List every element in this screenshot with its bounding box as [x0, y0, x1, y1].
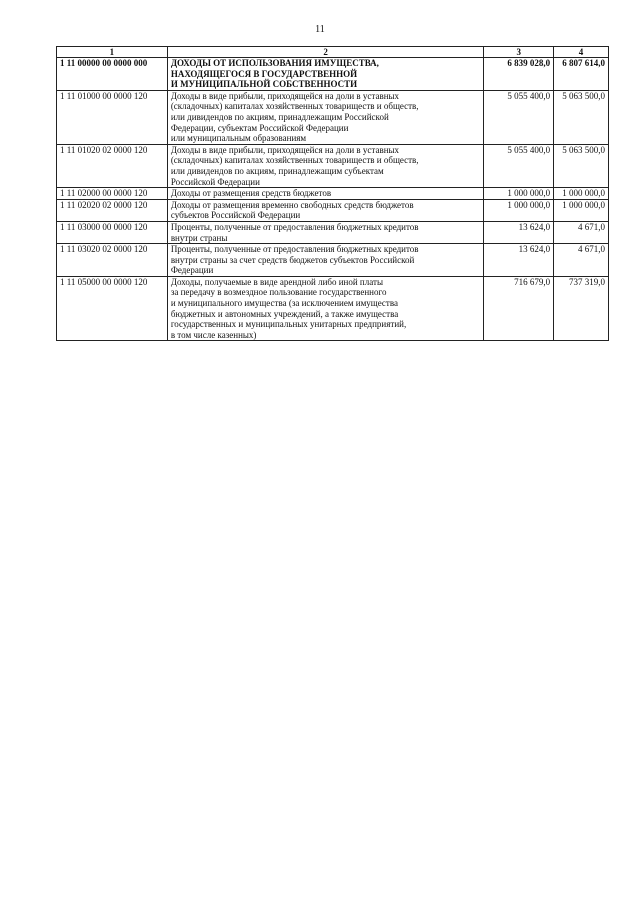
table-row: [57, 90, 609, 144]
row-name-line: за передачу в возмездное пользование государственного: [170, 287, 387, 298]
row-name-line: или дивидендов по акциям, принадлежащим субъектам: [170, 165, 384, 176]
row-name-line: Доходы, получаемые в виде арендной либо иной платы: [170, 276, 383, 287]
table-header-row: [57, 47, 609, 58]
row-value-3: 13 624,0: [484, 221, 554, 243]
row-value-4: 5 063 500,0: [554, 90, 609, 144]
table-row: [57, 188, 609, 200]
row-name-line: (складочных) капиталах хозяйственных товариществ и обществ,: [170, 155, 419, 166]
row-name-line: Проценты, полученные от предоставления бюджетных кредитов: [170, 221, 419, 232]
row-name-line: ДОХОДЫ ОТ ИСПОЛЬЗОВАНИЯ ИМУЩЕСТВА,: [170, 58, 379, 68]
row-name: [167, 58, 484, 91]
row-code: 1 11 05000 00 0000 120: [57, 276, 168, 341]
row-name-line: или муниципальным образованиям: [170, 133, 307, 144]
row-value-3: 5 055 400,0: [484, 90, 554, 144]
row-name: [167, 90, 484, 144]
row-name-line: субъектов Российской Федерации: [170, 210, 301, 221]
column-header-value-4: 4: [554, 47, 609, 58]
row-name-line: Доходы от размещения временно свободных средств бюджетов: [170, 199, 414, 210]
row-value-3: 1 000 000,0: [484, 188, 554, 200]
row-name: [167, 199, 484, 221]
row-code: 1 11 01000 00 0000 120: [57, 90, 168, 144]
row-value-3: 1 000 000,0: [484, 199, 554, 221]
row-name-line: НАХОДЯЩЕГОСЯ В ГОСУДАРСТВЕННОЙ: [170, 68, 358, 79]
table-row: [57, 244, 609, 277]
row-name: [167, 244, 484, 277]
revenue-table: [56, 46, 609, 341]
row-name-line: Доходы в виде прибыли, приходящейся на доли в уставных: [170, 144, 400, 155]
row-name-line: внутри страны за счет средств бюджетов субъектов Российской: [170, 254, 415, 265]
row-name-line: и муниципального имущества (за исключением имущества: [170, 298, 398, 309]
row-name-line: внутри страны: [170, 232, 228, 243]
row-name-line: бюджетных и автономных учреждений, а также имущества: [170, 308, 399, 319]
page-number: 11: [315, 24, 325, 35]
row-name: [167, 276, 484, 341]
row-name-line: И МУНИЦИПАЛЬНОЙ СОБСТВЕННОСТИ: [170, 79, 358, 90]
table-row: [57, 58, 609, 91]
row-value-3: 13 624,0: [484, 244, 554, 277]
row-name-line: в том числе казенных): [170, 329, 257, 340]
row-value-3: 6 839 028,0: [484, 58, 554, 91]
table-row: [57, 221, 609, 243]
row-value-4: 6 807 614,0: [554, 58, 609, 91]
row-name-line: Федерации: [170, 265, 214, 276]
table-row: [57, 199, 609, 221]
column-header-code: 1: [57, 47, 168, 58]
row-name-line: Федерации, субъектам Российской Федерации: [170, 122, 349, 133]
row-code: 1 11 03020 02 0000 120: [57, 244, 168, 277]
row-code: 1 11 02000 00 0000 120: [57, 188, 168, 200]
row-code: 1 11 02020 02 0000 120: [57, 199, 168, 221]
column-header-name: 2: [167, 47, 484, 58]
table-row: [57, 144, 609, 187]
row-value-4: 4 671,0: [554, 221, 609, 243]
row-name-line: Доходы от размещения средств бюджетов: [170, 188, 332, 199]
row-name: [167, 221, 484, 243]
row-code: 1 11 03000 00 0000 120: [57, 221, 168, 243]
column-header-value-3: 3: [484, 47, 554, 58]
row-name-line: Доходы в виде прибыли, приходящейся на доли в уставных: [170, 90, 400, 101]
row-value-4: 1 000 000,0: [554, 199, 609, 221]
row-name-line: или дивидендов по акциям, принадлежащим Российской: [170, 111, 389, 122]
row-value-4: 4 671,0: [554, 244, 609, 277]
row-name-line: государственных и муниципальных унитарных предприятий,: [170, 319, 407, 330]
row-value-4: 1 000 000,0: [554, 188, 609, 200]
row-code: 1 11 01020 02 0000 120: [57, 144, 168, 187]
row-value-4: 5 063 500,0: [554, 144, 609, 187]
row-name-line: Проценты, полученные от предоставления бюджетных кредитов: [170, 244, 419, 255]
row-code: 1 11 00000 00 0000 000: [57, 58, 168, 91]
row-value-3: 716 679,0: [484, 276, 554, 341]
row-name-line: (складочных) капиталах хозяйственных товариществ и обществ,: [170, 101, 419, 112]
row-name-line: Российской Федерации: [170, 176, 260, 187]
row-name: [167, 144, 484, 187]
row-value-3: 5 055 400,0: [484, 144, 554, 187]
row-value-4: 737 319,0: [554, 276, 609, 341]
table-row: [57, 276, 609, 341]
row-name: [167, 188, 484, 200]
